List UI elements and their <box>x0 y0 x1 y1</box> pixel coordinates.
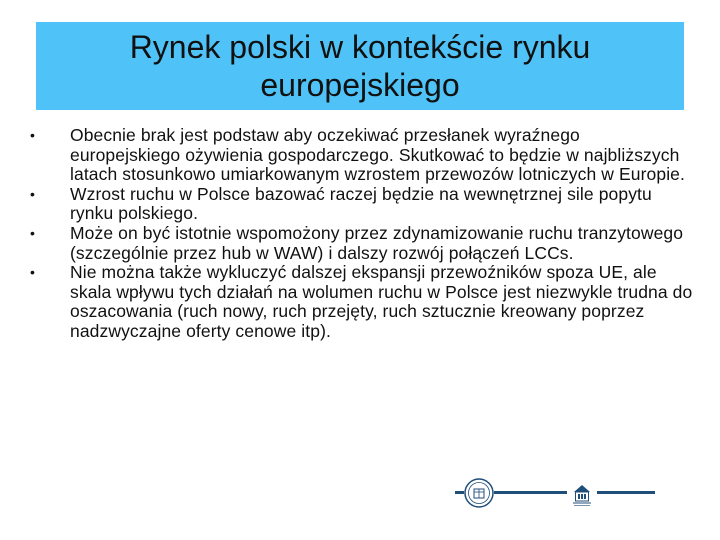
bullet-dot-icon: • <box>30 264 36 281</box>
bullet-text: Wzrost ruchu w Polsce bazować raczej będzie na wewnętrznej sile popytu rynku polskiego. <box>70 183 652 224</box>
bullet-text: Obecnie brak jest podstaw aby oczekiwać przesłanek wyraźnego europejskiego ożywienia gospodarczego. Skutkować to będzie w najbliższych latach stosunkowo umiarkowanym wzrostem przewozów lotniczych w Europie. <box>70 125 685 185</box>
bullet-item <box>28 126 693 185</box>
bullet-dot-icon: • <box>30 185 36 202</box>
bullet-item <box>28 185 693 224</box>
bullet-list <box>28 126 693 342</box>
bullet-dot-icon: • <box>30 127 36 143</box>
bullet-item <box>28 224 693 263</box>
title-band <box>36 22 684 110</box>
bullet-text: Nie można także wykluczyć dalszej ekspansji przewoźników spoza UE, ale skala wpływu tych działań na wolumen ruchu w Polsce jest niezwykle trudna do oszacowania (ruch nowy, ruch przejęty, ruch sztucznie kreowany poprzez nadzwyczajne oferty cenowe itp). <box>70 262 693 341</box>
seal-emblem-icon <box>464 478 494 508</box>
bullet-text: Może on być istotnie wspomożony przez zdynamizowanie ruchu tranzytowego (szczególnie przez hub w WAW) i dalszy rozwój połączeń LCCs. <box>70 222 684 263</box>
bullet-dot-icon: • <box>30 224 36 241</box>
bullet-item <box>28 263 693 341</box>
slide-title: Rynek polski w kontekście rynku europejskiego <box>129 29 591 103</box>
building-emblem-icon <box>567 478 597 508</box>
